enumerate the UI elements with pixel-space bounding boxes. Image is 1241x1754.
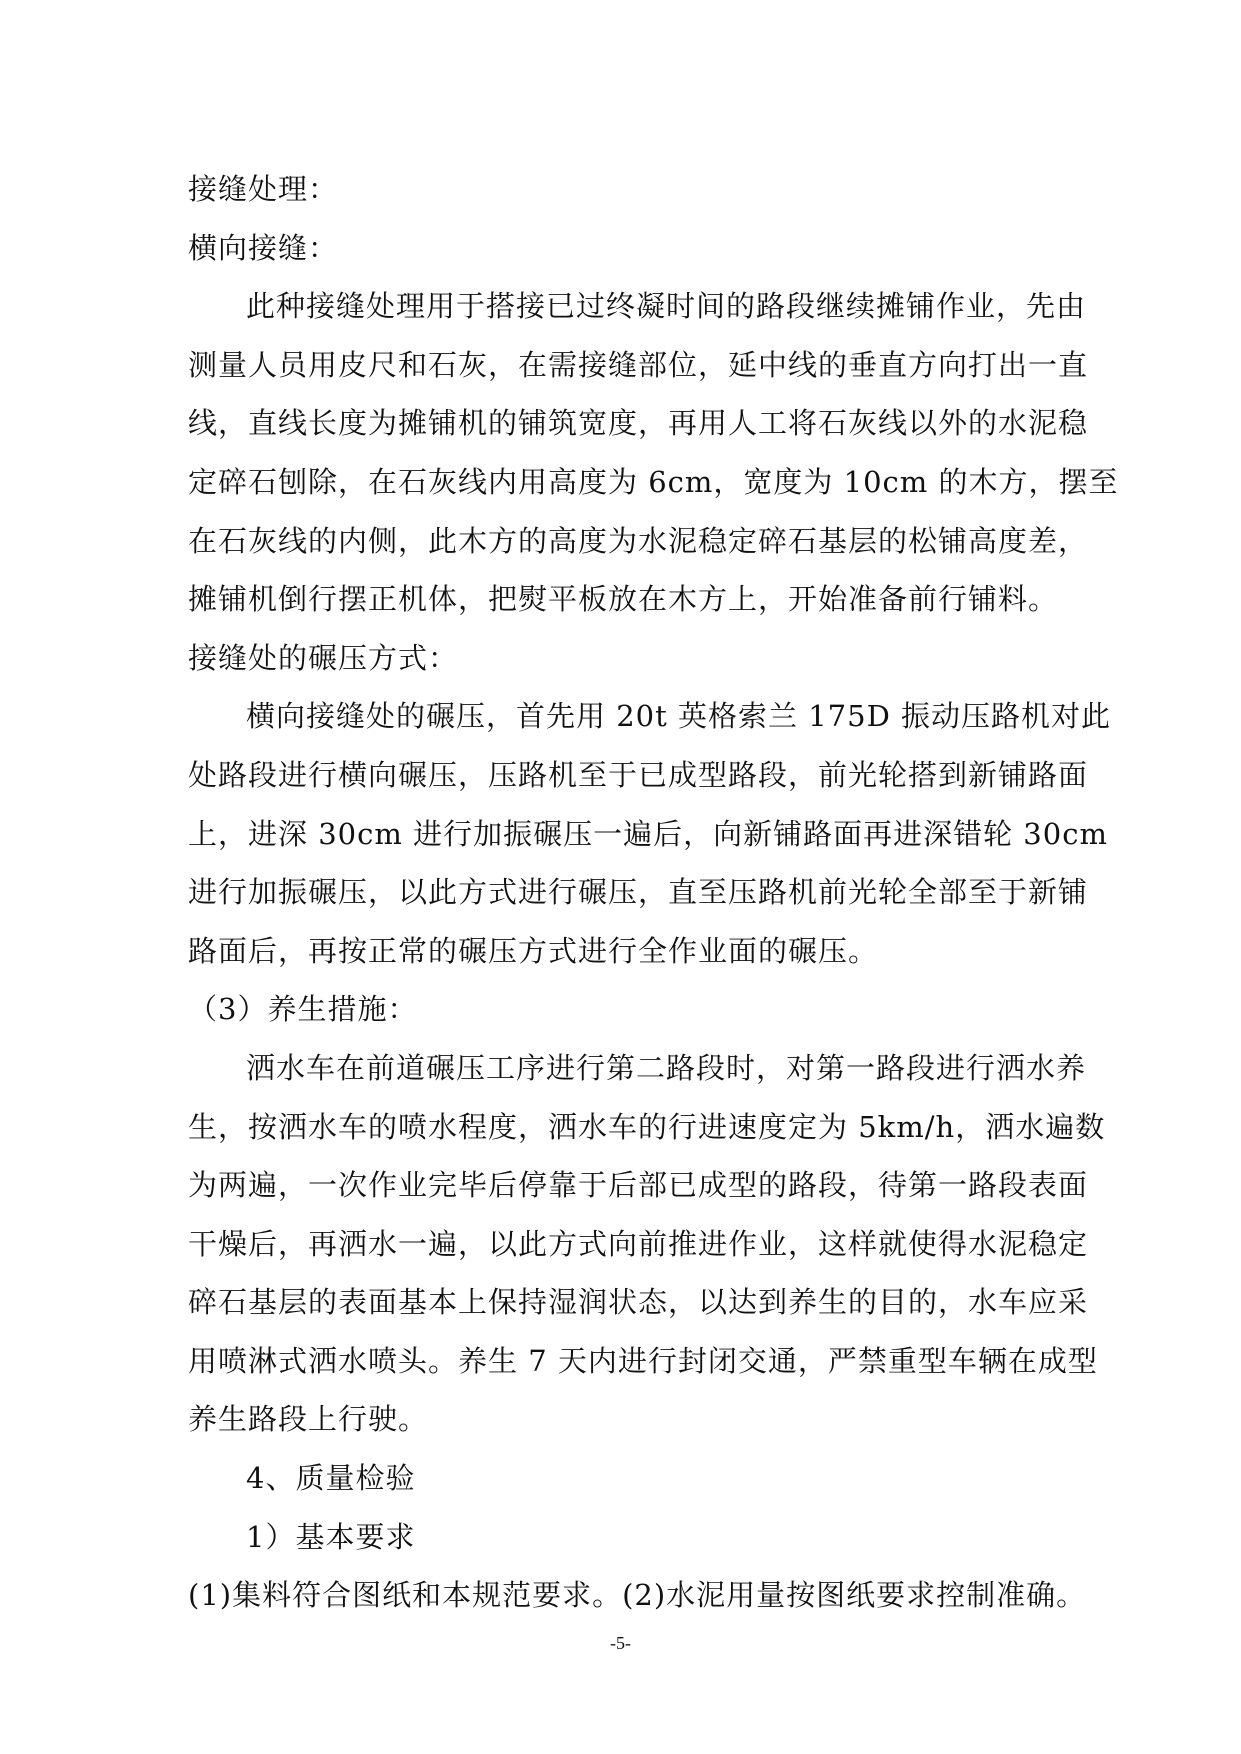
document-body <box>188 160 1119 1625</box>
page-number: -5- <box>610 1633 631 1653</box>
paragraph-line: 摊铺机倒行摆正机体，把熨平板放在木方上，开始准备前行铺料。 <box>188 582 1059 617</box>
paragraph-line: 生，按洒水车的喷水程度，洒水车的行进速度定为 5km/h，洒水遍数 <box>188 1109 1106 1144</box>
paragraph-line: 养生路段上行驶。 <box>188 1402 429 1437</box>
paragraph-line: 测量人员用皮尺和石灰，在需接缝部位，延中线的垂直方向打出一直 <box>188 347 1089 382</box>
paragraph-line: 洒水车在前道碾压工序进行第二路段时，对第一路段进行洒水养 <box>246 1050 1087 1085</box>
paragraph-line: 在石灰线的内侧，此木方的高度为水泥稳定碎石基层的松铺高度差， <box>188 523 1089 558</box>
paragraph-line: 为两遍，一次作业完毕后停靠于后部已成型的路段，待第一路段表面 <box>188 1168 1089 1203</box>
paragraph-line: 定碎石刨除，在石灰线内用高度为 6cm，宽度为 10cm 的木方，摆至 <box>188 464 1119 499</box>
requirements-text: (1)集料符合图纸和本规范要求。(2)水泥用量按图纸要求控制准确。 <box>188 1578 1087 1613</box>
heading-basic-requirements: 1）基本要求 <box>246 1519 416 1554</box>
paragraph-line: 干燥后，再洒水一遍，以此方式向前推进作业，这样就使得水泥稳定 <box>188 1226 1089 1261</box>
heading-transverse-joint: 横向接缝： <box>188 230 339 265</box>
paragraph-line: 上，进深 30cm 进行加振碾压一遍后，向新铺路面再进深错轮 30cm <box>188 816 1108 851</box>
paragraph-line: 用喷淋式洒水喷头。养生 7 天内进行封闭交通，严禁重型车辆在成型 <box>188 1343 1098 1378</box>
paragraph-line: 进行加振碾压，以此方式进行碾压，直至压路机前光轮全部至于新铺 <box>188 875 1089 910</box>
heading-rolling-method: 接缝处的碾压方式： <box>188 640 459 675</box>
paragraph-line: 处路段进行横向碾压，压路机至于已成型路段，前光轮搭到新铺路面 <box>188 757 1089 792</box>
heading-curing-measures: （3）养生措施： <box>188 992 418 1027</box>
heading-joint-treatment: 接缝处理： <box>188 172 339 206</box>
paragraph-line: 碎石基层的表面基本上保持湿润状态，以达到养生的目的，水车应采 <box>188 1285 1089 1320</box>
heading-quality-inspection: 4、质量检验 <box>246 1461 416 1496</box>
paragraph-line: 此种接缝处理用于搭接已过终凝时间的路段继续摊铺作业，先由 <box>246 289 1087 324</box>
paragraph-line: 路面后，再按正常的碾压方式进行全作业面的碾压。 <box>188 933 879 968</box>
paragraph-transverse-joint <box>188 277 1119 629</box>
paragraph-line: 线，直线长度为摊铺机的铺筑宽度，再用人工将石灰线以外的水泥稳 <box>188 406 1089 441</box>
paragraph-curing <box>188 1039 1106 1449</box>
paragraph-rolling <box>188 687 1112 980</box>
paragraph-line: 横向接缝处的碾压，首先用 20t 英格索兰 175D 振动压路机对此 <box>246 699 1112 734</box>
